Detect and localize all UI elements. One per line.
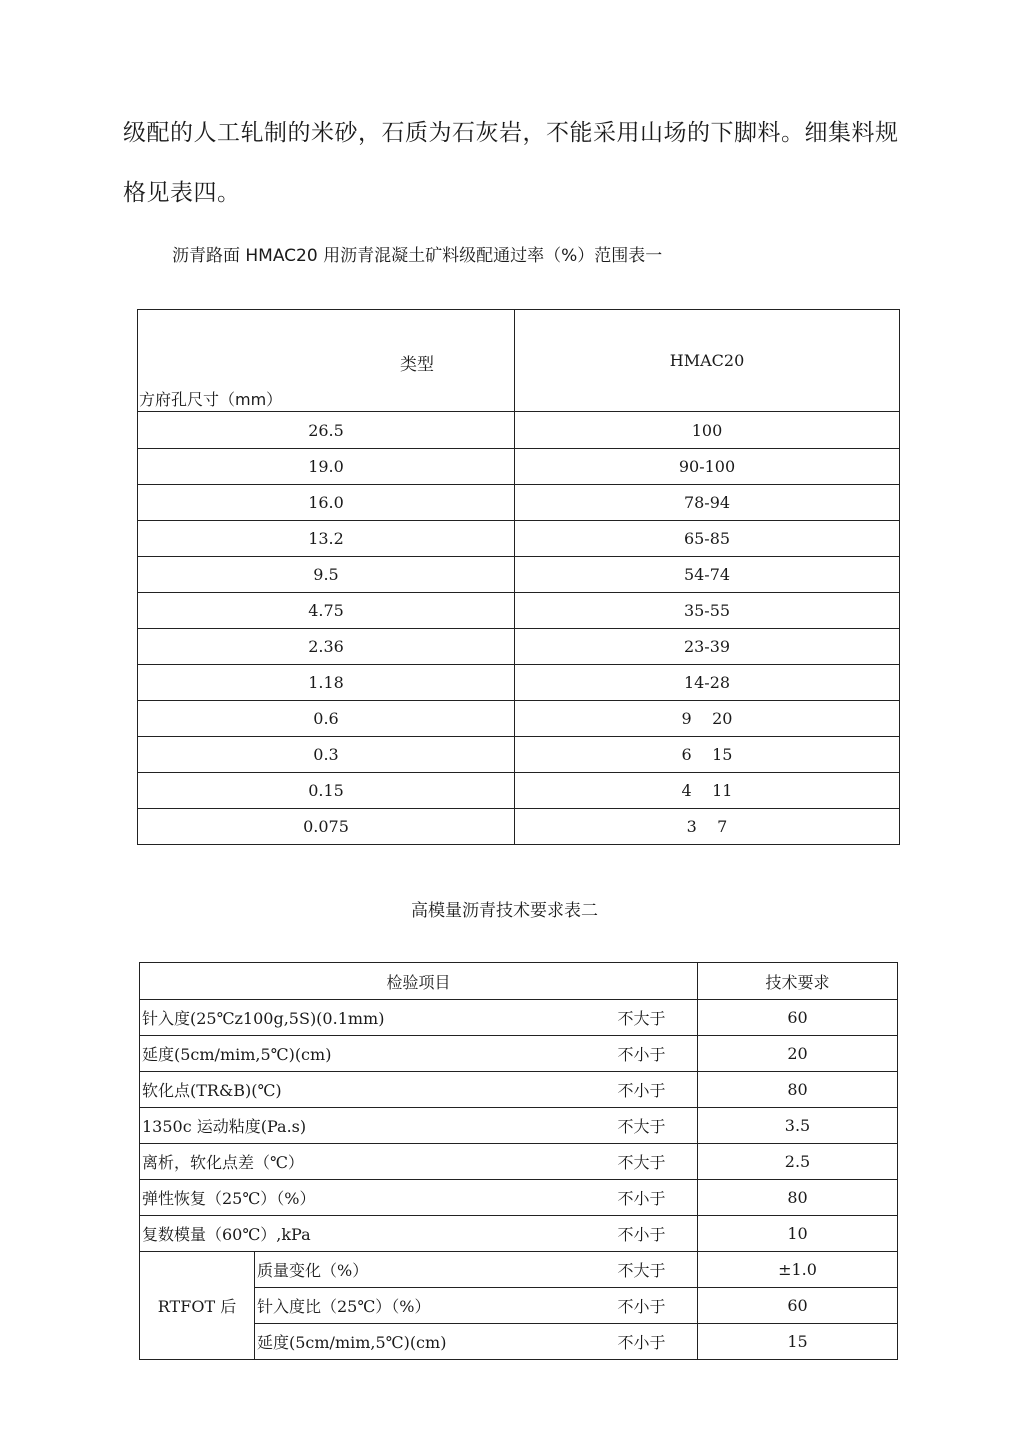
table-row: [140, 1000, 898, 1036]
passing-rate-cell: 78-94: [515, 485, 900, 521]
condition-cell: 不大于: [614, 1000, 698, 1036]
requirement-value-cell: 60: [698, 1000, 898, 1036]
passing-rate-cell: 3 7: [515, 809, 900, 845]
table1-header-left-cell: [138, 310, 515, 412]
requirement-value-cell: 20: [698, 1036, 898, 1072]
requirement-value-cell: 60: [698, 1288, 898, 1324]
passing-rate-cell: 54-74: [515, 557, 900, 593]
sieve-size-cell: 0.15: [138, 773, 515, 809]
sieve-size-cell: 1.18: [138, 665, 515, 701]
table-row: [138, 809, 900, 845]
condition-cell: 不大于: [614, 1108, 698, 1144]
table-row: [140, 1072, 898, 1108]
test-item-cell: 1350c 运动粘度(Pa.s): [140, 1108, 614, 1144]
passing-rate-cell: 9 20: [515, 701, 900, 737]
sieve-size-cell: 4.75: [138, 593, 515, 629]
condition-cell: 不小于: [614, 1072, 698, 1108]
passing-rate-cell: 23-39: [515, 629, 900, 665]
sieve-size-cell: 13.2: [138, 521, 515, 557]
test-item-cell: 软化点(TR&B)(℃): [140, 1072, 614, 1108]
table-row: [138, 773, 900, 809]
condition-cell: 不小于: [614, 1180, 698, 1216]
test-item-cell: 离析，软化点差（℃）: [140, 1144, 614, 1180]
header-type: 类型: [400, 355, 434, 375]
header-requirement: 技术要求: [698, 963, 898, 1000]
table-row: [138, 521, 900, 557]
sieve-size-cell: 19.0: [138, 449, 515, 485]
table2-title: 高模量沥青技术要求表二: [411, 901, 598, 921]
header-hmac20: HMAC20: [515, 310, 900, 412]
sieve-size-cell: 16.0: [138, 485, 515, 521]
requirement-value-cell: 10: [698, 1216, 898, 1252]
passing-rate-cell: 6 15: [515, 737, 900, 773]
requirement-value-cell: 2.5: [698, 1144, 898, 1180]
table-row: [140, 1108, 898, 1144]
passing-rate-cell: 90-100: [515, 449, 900, 485]
table-row: [138, 665, 900, 701]
rtfot-item-cell: 针入度比（25℃）（%）: [255, 1288, 614, 1324]
passing-rate-cell: 4 11: [515, 773, 900, 809]
passing-rate-cell: 14-28: [515, 665, 900, 701]
condition-cell: 不大于: [614, 1144, 698, 1180]
test-item-cell: 复数模量（60℃）,kPa: [140, 1216, 614, 1252]
test-item-cell: 针入度(25℃z100g,5S)(0.1mm): [140, 1000, 614, 1036]
paragraph-line-2: 格见表四。: [123, 180, 241, 206]
paragraph-line-1: 级配的人工轧制的米砂，石质为石灰岩，不能采用山场的下脚料。细集料规: [123, 120, 899, 146]
rtfot-group-label: RTFOT 后: [140, 1252, 255, 1360]
sieve-size-cell: 0.075: [138, 809, 515, 845]
condition-cell: 不小于: [614, 1036, 698, 1072]
requirement-value-cell: 80: [698, 1180, 898, 1216]
table-row: [138, 557, 900, 593]
condition-cell: 不小于: [614, 1216, 698, 1252]
table-row: [138, 412, 900, 449]
table-row: [138, 701, 900, 737]
table-row: [138, 737, 900, 773]
condition-cell: 不小于: [614, 1324, 698, 1360]
header-test-item: 检验项目: [140, 963, 698, 1000]
rtfot-item-cell: 质量变化（%）: [255, 1252, 614, 1288]
table-row: [140, 1216, 898, 1252]
table-row: [138, 449, 900, 485]
rtfot-item-cell: 延度(5cm/mim,5℃)(cm): [255, 1324, 614, 1360]
table-row: [138, 593, 900, 629]
table1-title: 沥青路面 HMAC20 用沥青混凝土矿料级配通过率（%）范围表一: [172, 246, 663, 266]
gradation-table: [137, 309, 900, 845]
table1-header-row: [138, 310, 900, 412]
passing-rate-cell: 65-85: [515, 521, 900, 557]
test-item-cell: 弹性恢复（25℃）（%）: [140, 1180, 614, 1216]
passing-rate-cell: 100: [515, 412, 900, 449]
requirement-value-cell: 80: [698, 1072, 898, 1108]
test-item-cell: 延度(5cm/mim,5℃)(cm): [140, 1036, 614, 1072]
table2-header-row: [140, 963, 898, 1000]
condition-cell: 不小于: [614, 1288, 698, 1324]
table-row: [140, 1252, 898, 1288]
requirement-value-cell: 3.5: [698, 1108, 898, 1144]
requirement-value-cell: 15: [698, 1324, 898, 1360]
sieve-size-cell: 0.6: [138, 701, 515, 737]
header-sieve-size: 方府孔尺寸（mm）: [139, 390, 283, 409]
sieve-size-cell: 9.5: [138, 557, 515, 593]
condition-cell: 不大于: [614, 1252, 698, 1288]
passing-rate-cell: 35-55: [515, 593, 900, 629]
table-row: [138, 629, 900, 665]
table-row: [140, 1180, 898, 1216]
asphalt-spec-table: [139, 962, 898, 1360]
table-row: [140, 1036, 898, 1072]
sieve-size-cell: 0.3: [138, 737, 515, 773]
table-row: [140, 1144, 898, 1180]
table-row: [138, 485, 900, 521]
requirement-value-cell: ±1.0: [698, 1252, 898, 1288]
sieve-size-cell: 2.36: [138, 629, 515, 665]
sieve-size-cell: 26.5: [138, 412, 515, 449]
